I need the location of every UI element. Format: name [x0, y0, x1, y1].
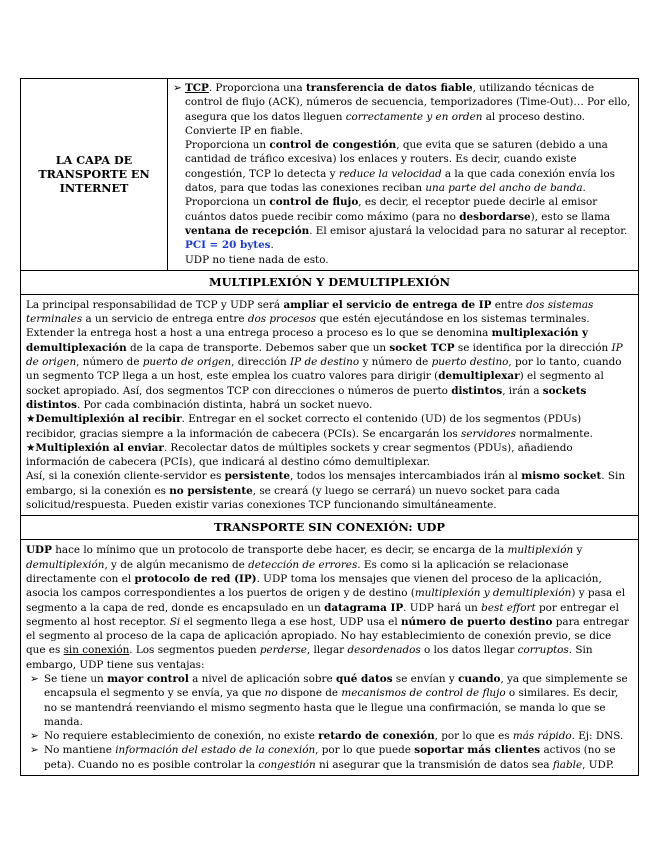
tcp-bullet: [173, 81, 633, 267]
udp-advantage-3: ➢ No mantiene información del estado de la conexión, por lo que puede soportar más clientes activos (no se peta). Cuando no es posible controlar la congestión ni asegurar que la transmisión de datos sea fiable, UDP.: [30, 744, 616, 771]
tcp-description-cell: [168, 79, 639, 271]
section-capa-transporte: [21, 79, 639, 271]
udp-note: UDP no tiene nada de esto.: [185, 253, 329, 266]
section-left-title: [21, 79, 168, 271]
udp-paragraph-1: UDP hace lo mínimo que un protocolo de transporte debe hacer, es decir, se encarga de la multiplexión y demultiplexión, y de algún mecanismo de detección de errores. Es como si la aplicación se relacionase directamente con el protocolo de red (IP). UDP toma los mensajes que vienen del proceso de la aplicación, asocia los campos correspondientes a los puertos de origen y de destino (multiplexión y demultiplexión) y pasa el segmento a la capa de red, donde es encapsulado en un datagrama IP. UDP hará un best effort por entregar el segmento al host receptor. Si el segmento llega a ese host, UDP usa el número de puerto destino para entregar el segmento al proceso de la capa de aplicación apropiado. No hay establecimiento de conexión previo, se dice que es sin conexión. Los segmentos pueden perderse, llegar desordenados o los datos llegar corruptos. Sin embargo, UDP tiene sus ventajas:: [26, 544, 629, 671]
star-icon: ★: [26, 413, 36, 426]
tcp-paragraph-1: TCP. Proporciona una transferencia de datos fiable, utilizando técnicas de control de flujo (ACK), números de secuencia, temporizadores (Time-Out)… Por ello, asegura que los datos lleguen correctamente y en orden al proceso destino. Convierte IP en fiable.: [185, 82, 631, 137]
udp-advantage-2: ➢ No requiere establecimiento de conexión, no existe retardo de conexión, por lo que es más rápido. Ej: DNS.: [30, 730, 624, 743]
section-header-udp: TRANSPORTE SIN CONEXIÓN: UDP: [21, 516, 639, 540]
tcp-paragraph-2: Proporciona un control de congestión, que evita que se saturen (debido a una cantidad de tráfico excesiva) los enlaces y routers. Es decir, cuando existe congestión, TCP lo detecta y reduce la velocidad a la que cada conexión envía los datos, para que todas las conexiones reciban una parte del ancho de banda.: [185, 139, 615, 195]
arrow-bullet-icon: ➢: [30, 744, 39, 757]
udp-body: [21, 540, 639, 776]
arrow-bullet-icon: ➢: [30, 730, 39, 743]
left-title-text: LA CAPA DE TRANSPORTE EN INTERNET: [38, 153, 150, 196]
content-table: [20, 78, 639, 776]
arrow-bullet-icon: ➢: [30, 672, 39, 685]
section-header-multiplexion: MULTIPLEXIÓN Y DEMULTIPLEXIÓN: [21, 270, 639, 294]
tcp-paragraph-3: Proporciona un control de flujo, es decir, el receptor puede decirle al emisor cuántos datos puede recibir como máximo (para no desbordarse), esto se llama ventana de recepción. El emisor ajustará la velocidad para no saturar al receptor. PCI = 20 bytes.: [185, 196, 628, 252]
multiplexion-paragraph-1: La principal responsabilidad de TCP y UDP será ampliar el servicio de entrega de IP entre dos sistemas terminales a un servicio de entrega entre dos procesos que estén ejecutándose en los sistemas terminales. Extender la entrega host a host a una entrega proceso a proceso es lo que se denomina multiplexación y demultiplexación de la capa de transporte. Debemos saber que un socket TCP se identifica por la dirección IP de origen, número de puerto de origen, dirección IP de destino y número de puerto destino, por lo tanto, cuando un segmento TCP llega a un host, este emplea los cuatro valores para dirigir (demultiplexar) el segmento al socket apropiado. Así, dos segmentos TCP con direcciones o números de puerto distintos, irán a sockets distintos. Por cada combinación distinta, habrá un socket nuevo.: [26, 298, 623, 411]
star-item-multiplexion: ★Multiplexión al enviar. Recolectar datos de múltiples sockets y crear segmentos (PDUs), añadiendo información de cabecera (PCIs), que indicará al destino cómo demultiplexar.: [26, 441, 573, 469]
pci-value: PCI = 20 bytes: [185, 239, 271, 252]
multiplexion-paragraph-2: Así, si la conexión cliente-servidor es persistente, todos los mensajes intercambiados irán al mismo socket. Sin embargo, si la conexión es no persistente, se creará (y luego se cerrará) un nuevo socket para cada solicitud/respuesta. Pueden existir varias conexiones TCP funcionando simultáneamente.: [26, 470, 626, 512]
section-udp-header-row: [21, 516, 639, 540]
section-multiplexion-body-row: [21, 294, 639, 515]
star-icon: ★: [26, 441, 36, 454]
section-multiplexion-header-row: [21, 270, 639, 294]
udp-advantage-1: ➢ Se tiene un mayor control a nivel de aplicación sobre qué datos se envían y cuando, ya que simplemente se encapsula el segmento y se envía, ya que no dispone de mecanismos de control de flujo o similares. Es decir, no se mantendrá reenviando el mismo segmento hasta que le llegue una confirmación, se manda lo que se manda.: [30, 672, 628, 728]
arrow-bullet-icon: ➢: [173, 82, 182, 94]
star-item-demultiplexion: ★Demultiplexión al recibir. Entregar en el socket correcto el contenido (UD) de los segmentos (PDUs) recibidor, gracias siempre a la información de cabecera (PCIs). Se encargarán los servidores normalmente.: [26, 413, 593, 440]
section-udp-body-row: [21, 540, 639, 776]
document-page: [20, 78, 639, 776]
multiplexion-body: [21, 294, 639, 515]
